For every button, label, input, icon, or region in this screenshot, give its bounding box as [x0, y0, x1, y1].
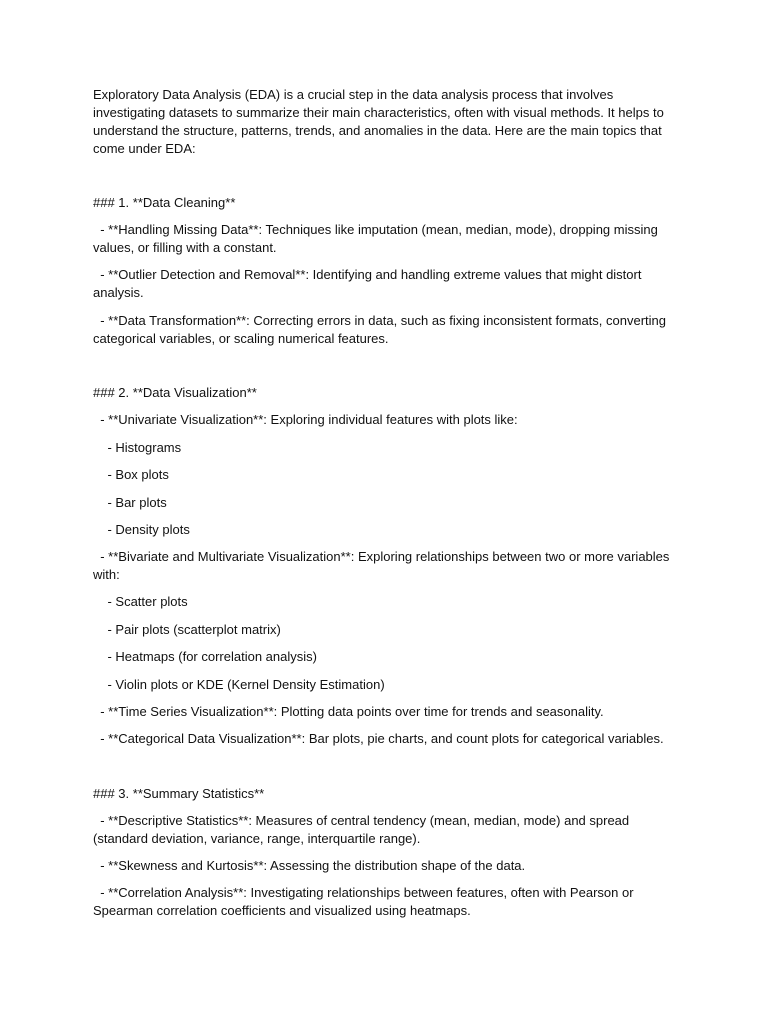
list-item: - **Univariate Visualization**: Exploring individual features with plots like: [93, 412, 518, 427]
list-item: - **Data Transformation**: Correcting errors in data, such as fixing inconsistent formats, converting categorical variables, or scaling numerical features. [93, 313, 670, 346]
section-heading-summary-statistics: ### 3. **Summary Statistics** [93, 786, 265, 801]
list-item: - Heatmaps (for correlation analysis) [93, 649, 317, 664]
section-heading-data-cleaning: ### 1. **Data Cleaning** [93, 195, 236, 210]
list-item: - **Correlation Analysis**: Investigating relationships between features, often with Pearson or Spearman correlation coefficients and visualized using heatmaps. [93, 885, 638, 918]
list-item: - **Descriptive Statistics**: Measures of central tendency (mean, median, mode) and spread (standard deviation, variance, range, interquartile range). [93, 813, 633, 846]
list-item: - **Skewness and Kurtosis**: Assessing the distribution shape of the data. [93, 858, 526, 873]
list-item: - Histograms [93, 440, 182, 455]
section-heading-data-visualization: ### 2. **Data Visualization** [93, 385, 257, 400]
list-item: - Density plots [93, 522, 190, 537]
list-item: - Scatter plots [93, 594, 188, 609]
intro-paragraph: Exploratory Data Analysis (EDA) is a crucial step in the data analysis process that involves investigating datasets to summarize their main characteristics, often with visual methods. It helps to understand the structure, patterns, trends, and anomalies in the data. Here are the main topics that come under EDA: [93, 87, 668, 156]
list-item: - **Outlier Detection and Removal**: Identifying and handling extreme values that might distort analysis. [93, 267, 646, 300]
list-item: - **Handling Missing Data**: Techniques like imputation (mean, median, mode), dropping missing values, or filling with a constant. [93, 222, 662, 255]
list-item: - **Time Series Visualization**: Plotting data points over time for trends and seasonality. [93, 704, 604, 719]
list-item: - Pair plots (scatterplot matrix) [93, 622, 281, 637]
list-item: - **Bivariate and Multivariate Visualization**: Exploring relationships between two or more variables with: [93, 549, 674, 582]
list-item: - **Categorical Data Visualization**: Bar plots, pie charts, and count plots for categorical variables. [93, 731, 664, 746]
list-item: - Violin plots or KDE (Kernel Density Estimation) [93, 677, 385, 692]
list-item: - Bar plots [93, 495, 167, 510]
list-item: - Box plots [93, 467, 169, 482]
